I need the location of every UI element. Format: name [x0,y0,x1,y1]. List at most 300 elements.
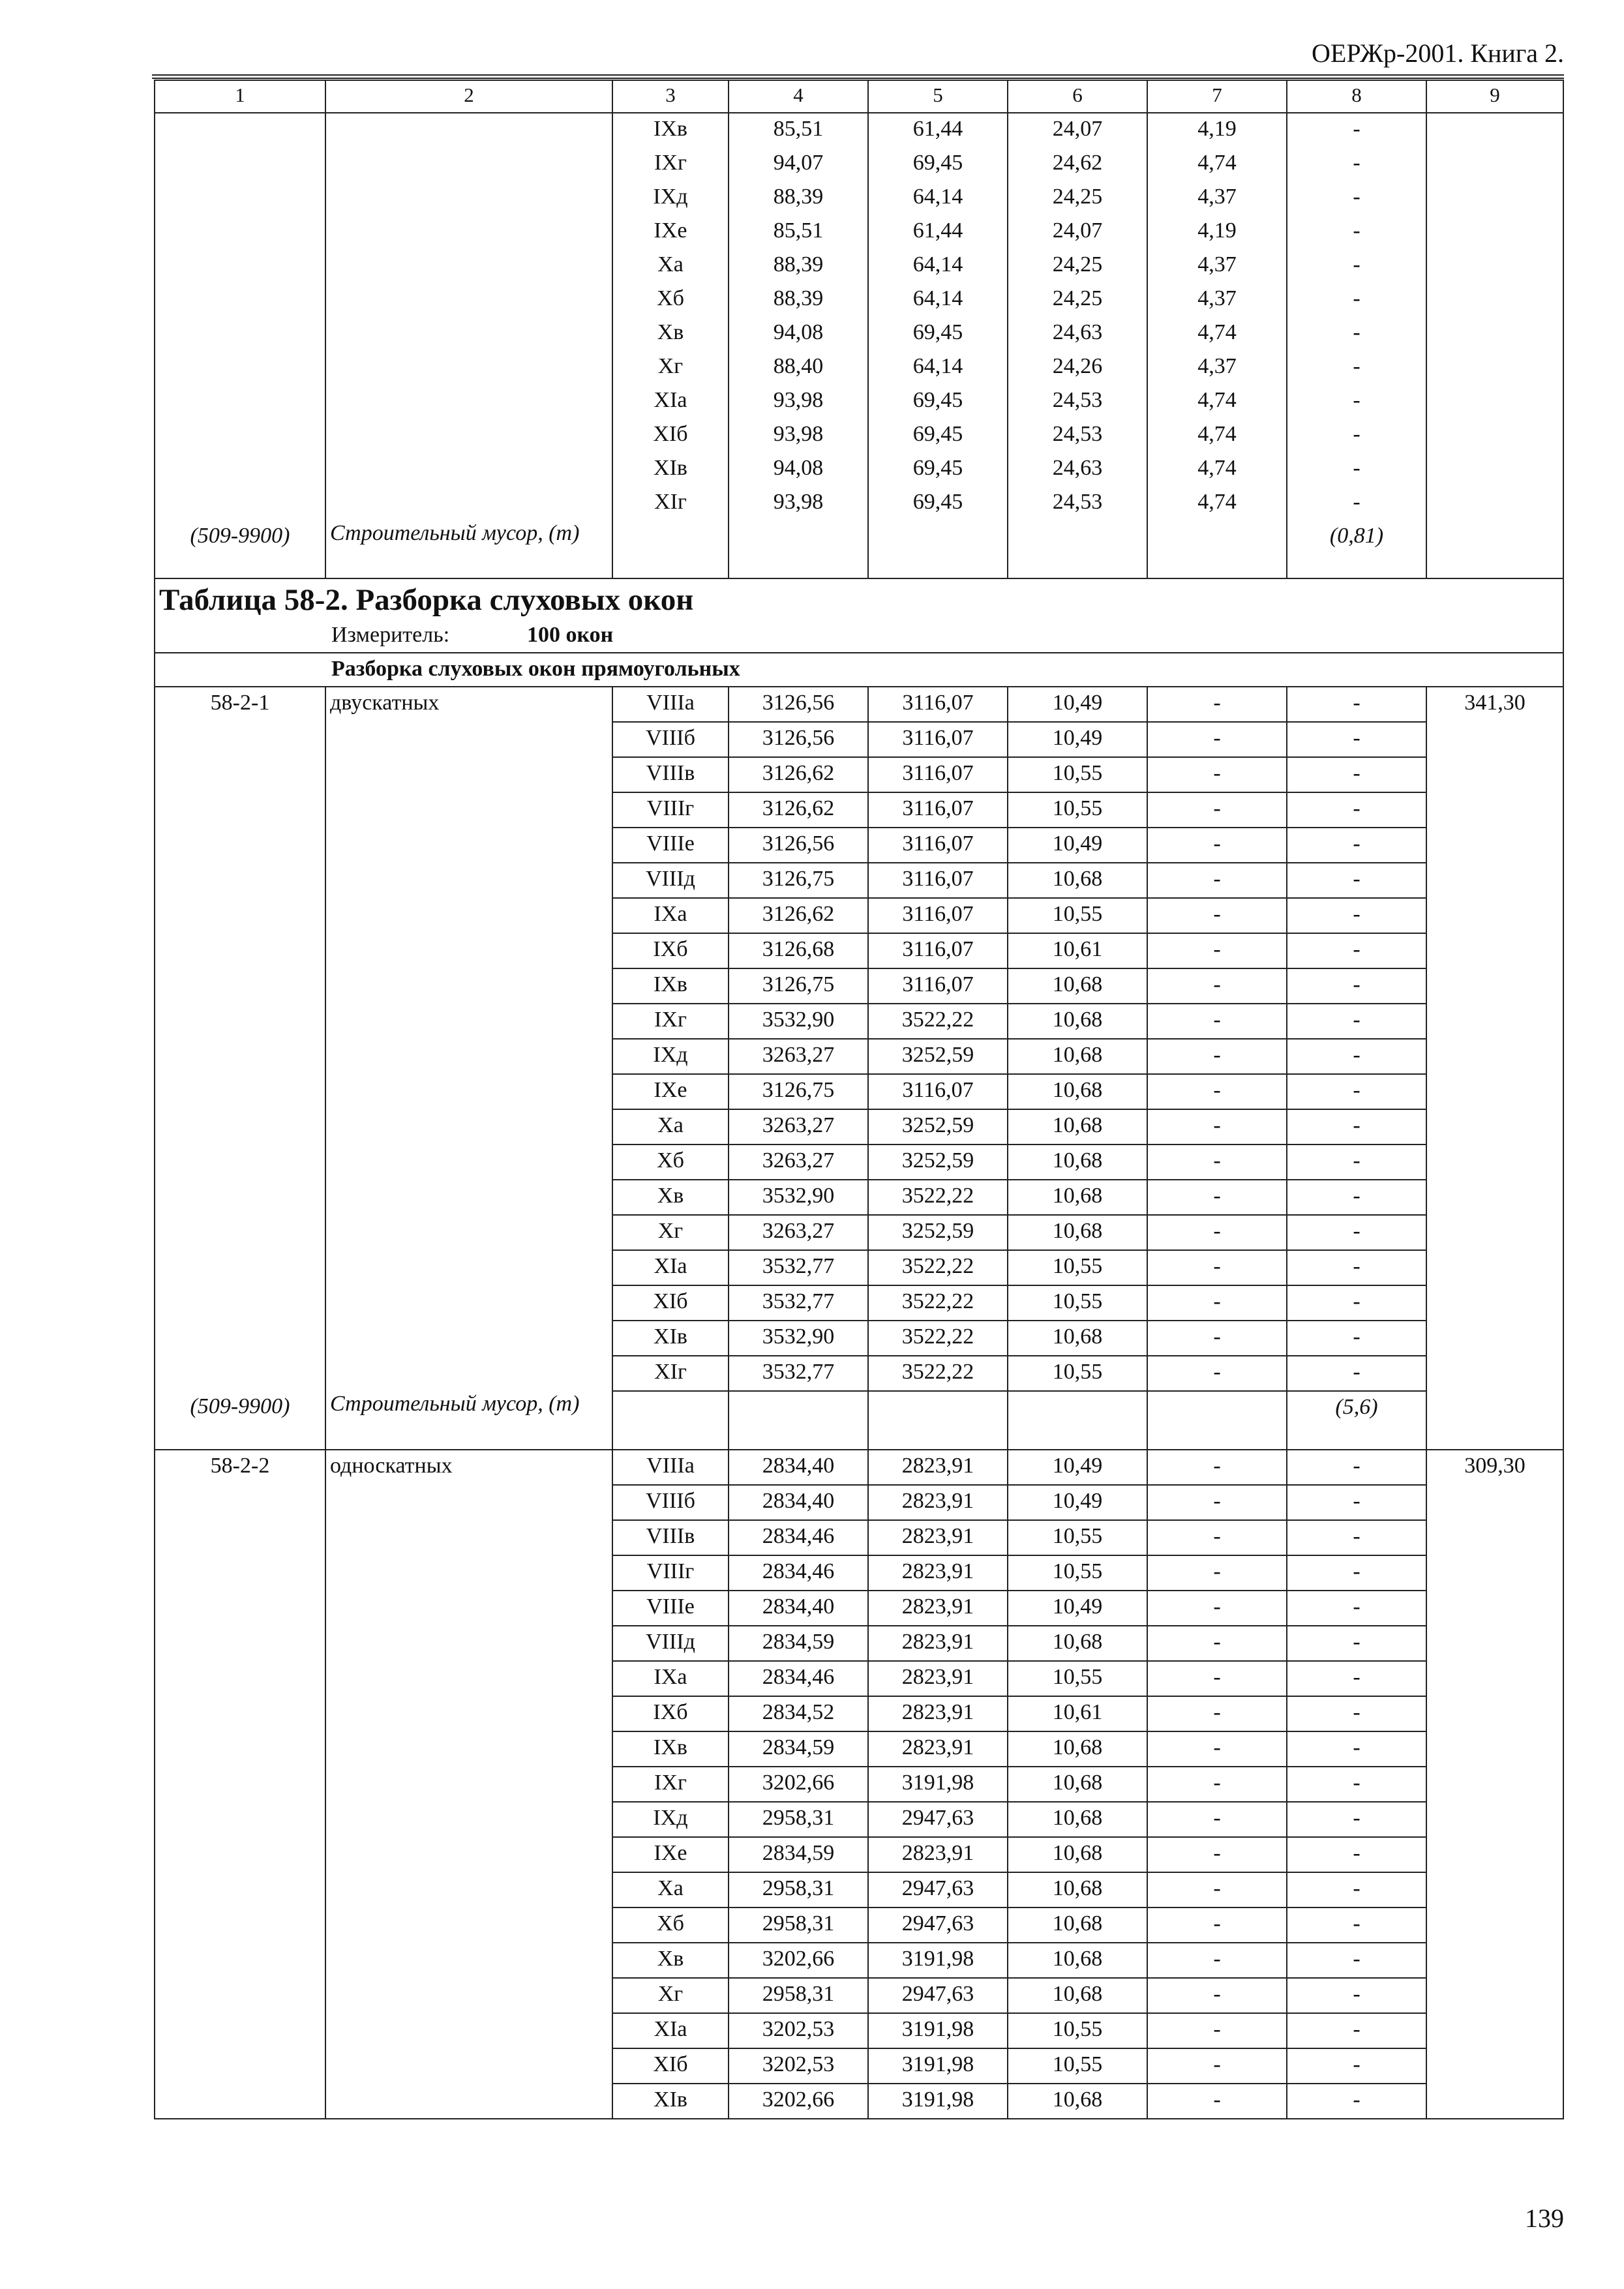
value-cell: XIб [612,2048,729,2084]
value-cell: - [1287,283,1426,317]
code-cell [155,147,325,181]
value-cell: 3191,98 [868,2013,1008,2048]
name-cell [325,1180,612,1215]
value-cell: 3116,07 [868,968,1008,1004]
name-cell [325,1074,612,1109]
name-cell [325,2013,612,2048]
total-cell [1426,1285,1563,1321]
table-row [155,792,1563,828]
code-cell [155,1039,325,1074]
value-cell: IXд [612,1039,729,1074]
value-cell: XIв [612,2084,729,2119]
value-cell: 10,68 [1008,863,1147,898]
table-row [155,1661,1563,1696]
value-cell: 3116,07 [868,722,1008,757]
debris-value: (0,81) [1287,520,1426,578]
value-cell: 24,25 [1008,249,1147,283]
value-cell: 88,39 [729,283,868,317]
debris-row [155,520,1563,578]
debris-name: Строительный мусор, (т) [325,520,612,578]
value-cell: - [1147,1872,1287,1908]
value-cell: - [1147,1661,1287,1696]
value-cell: XIб [612,419,729,453]
code-cell [155,1520,325,1555]
value-cell: - [1287,1109,1426,1144]
value-cell: 10,55 [1008,757,1147,792]
value-cell: 2823,91 [868,1731,1008,1767]
table-row [155,898,1563,933]
value-cell: 4,37 [1147,249,1287,283]
code-cell [155,1004,325,1039]
value-cell: 3263,27 [729,1144,868,1180]
value-cell: XIб [612,1285,729,1321]
code-cell [155,419,325,453]
value-cell: 10,68 [1008,968,1147,1004]
subheading-row [155,653,1563,687]
table-row [155,968,1563,1004]
value-cell: 24,63 [1008,317,1147,351]
code-cell [155,722,325,757]
column-number: 4 [729,80,868,113]
value-cell: 3126,62 [729,898,868,933]
name-cell [325,1731,612,1767]
value-cell: 2823,91 [868,1591,1008,1626]
code-cell [155,351,325,385]
value-cell: 10,61 [1008,933,1147,968]
value-cell: - [1287,1837,1426,1872]
value-cell: Xв [612,1180,729,1215]
table-row [155,863,1563,898]
value-cell: 10,68 [1008,1802,1147,1837]
value-cell: 3532,77 [729,1250,868,1285]
value-cell: 4,37 [1147,181,1287,215]
name-cell [325,933,612,968]
table-row [155,757,1563,792]
table-title: Таблица 58-2. Разборка слуховых окон [155,578,1563,621]
total-cell [1426,2048,1563,2084]
table-row [155,1004,1563,1039]
table-row [155,1591,1563,1626]
total-cell [1426,147,1563,181]
value-cell: 3191,98 [868,1943,1008,1978]
table-row [155,486,1563,520]
name-cell [325,828,612,863]
total-cell [1426,1109,1563,1144]
value-cell: 64,14 [868,283,1008,317]
value-cell: - [1147,1285,1287,1321]
value-cell: 3191,98 [868,1767,1008,1802]
table-row [155,2048,1563,2084]
value-cell: 24,53 [1008,385,1147,419]
code-cell [155,1144,325,1180]
table-row [155,1215,1563,1250]
value-cell: 3116,07 [868,757,1008,792]
value-cell: 10,68 [1008,2084,1147,2119]
table-row [155,1943,1563,1978]
value-cell: - [1147,1039,1287,1074]
value-cell: 10,55 [1008,898,1147,933]
table-row [155,1250,1563,1285]
document-header: ОЕРЖр-2001. Книга 2. [1312,38,1564,68]
total-cell [1426,2084,1563,2119]
debris-value: (5,6) [1287,1391,1426,1450]
value-cell [868,1391,1008,1450]
value-cell: 2947,63 [868,1978,1008,2013]
value-cell: - [1147,1004,1287,1039]
total-cell [1426,1555,1563,1591]
value-cell: 24,07 [1008,113,1147,147]
column-number: 1 [155,80,325,113]
unit-row [155,621,1563,653]
value-cell: 2823,91 [868,1626,1008,1661]
value-cell: 2823,91 [868,1555,1008,1591]
value-cell: IXв [612,113,729,147]
value-cell: - [1287,1802,1426,1837]
value-cell: VIIIб [612,722,729,757]
code-cell [155,1250,325,1285]
table-row [155,1837,1563,1872]
value-cell: Xг [612,1215,729,1250]
value-cell: 3126,75 [729,863,868,898]
value-cell: 61,44 [868,215,1008,249]
value-cell: 3191,98 [868,2084,1008,2119]
column-number: 9 [1426,80,1563,113]
value-cell: 3252,59 [868,1144,1008,1180]
total-cell [1426,1485,1563,1520]
value-cell: IXа [612,1661,729,1696]
value-cell: 2834,59 [729,1837,868,1872]
table-body [155,80,1563,2119]
value-cell: - [1147,757,1287,792]
value-cell: - [1147,863,1287,898]
debris-row [155,1391,1563,1450]
value-cell: 2947,63 [868,1872,1008,1908]
value-cell: 10,68 [1008,1731,1147,1767]
value-cell: Xг [612,1978,729,2013]
value-cell: - [1287,453,1426,486]
value-cell: 24,25 [1008,283,1147,317]
value-cell: IXе [612,1837,729,1872]
value-cell: - [1147,722,1287,757]
total-cell [1426,486,1563,520]
total-cell [1426,283,1563,317]
name-cell [325,249,612,283]
name-cell [325,215,612,249]
value-cell: 10,55 [1008,1356,1147,1391]
value-cell: 61,44 [868,113,1008,147]
table-row [155,1039,1563,1074]
value-cell: 10,68 [1008,1908,1147,1943]
value-cell: 24,07 [1008,215,1147,249]
name-cell [325,968,612,1004]
code-cell [155,1908,325,1943]
total-cell [1426,1978,1563,2013]
value-cell: 24,25 [1008,181,1147,215]
value-cell: 3116,07 [868,933,1008,968]
value-cell: 88,40 [729,351,868,385]
value-cell: - [1147,1837,1287,1872]
value-cell: 3126,56 [729,722,868,757]
total-cell [1426,1250,1563,1285]
value-cell: - [1147,1802,1287,1837]
table-row [155,722,1563,757]
code-cell [155,1109,325,1144]
value-cell: 3116,07 [868,863,1008,898]
value-cell: IXа [612,898,729,933]
value-cell: Xв [612,317,729,351]
name-cell [325,1872,612,1908]
column-number: 2 [325,80,612,113]
total-cell [1426,520,1563,578]
value-cell: 94,08 [729,317,868,351]
name-cell [325,792,612,828]
value-cell: Xа [612,1109,729,1144]
value-cell: XIа [612,385,729,419]
value-cell: 2834,40 [729,1450,868,1485]
value-cell: Xб [612,1144,729,1180]
total-cell [1426,419,1563,453]
value-cell: - [1287,1767,1426,1802]
name-cell [325,1215,612,1250]
code-cell [155,1837,325,1872]
value-cell: VIIIв [612,1520,729,1555]
value-cell: - [1287,486,1426,520]
subheading: Разборка слуховых окон прямоугольных [331,657,740,681]
table-row [155,1978,1563,2013]
value-cell: 4,74 [1147,419,1287,453]
value-cell: 3126,75 [729,968,868,1004]
value-cell: - [1287,181,1426,215]
code-cell [155,1731,325,1767]
value-cell: 69,45 [868,317,1008,351]
code-cell [155,1485,325,1520]
table-row [155,113,1563,147]
value-cell: Xа [612,249,729,283]
value-cell: - [1287,2013,1426,2048]
value-cell: 4,37 [1147,283,1287,317]
table-row [155,1074,1563,1109]
name-cell [325,1591,612,1626]
value-cell: IXб [612,1696,729,1731]
name-cell [325,757,612,792]
value-cell: 3252,59 [868,1109,1008,1144]
value-cell: - [1287,1356,1426,1391]
value-cell: 10,55 [1008,1250,1147,1285]
total-cell [1426,1215,1563,1250]
name-cell [325,1321,612,1356]
value-cell: - [1147,1943,1287,1978]
code-cell [155,1074,325,1109]
debris-code: (509-9900) [155,1391,325,1450]
value-cell: 10,55 [1008,1520,1147,1555]
code-cell [155,1356,325,1391]
total-cell [1426,898,1563,933]
value-cell: - [1147,1626,1287,1661]
table-row [155,1731,1563,1767]
debris-name: Строительный мусор, (т) [325,1391,612,1450]
name-cell [325,385,612,419]
value-cell: - [1147,2013,1287,2048]
column-number: 6 [1008,80,1147,113]
total-cell [1426,1696,1563,1731]
value-cell: 3532,90 [729,1321,868,1356]
total-cell [1426,1004,1563,1039]
value-cell [1008,1391,1147,1450]
value-cell: - [1147,1250,1287,1285]
value-cell: - [1287,1943,1426,1978]
item-total: 341,30 [1426,687,1563,722]
value-cell: - [1147,2048,1287,2084]
value-cell: 3202,66 [729,1767,868,1802]
value-cell: 3532,77 [729,1285,868,1321]
value-cell: IXд [612,1802,729,1837]
table-row [155,1356,1563,1391]
value-cell: 3116,07 [868,687,1008,722]
table-row [155,1285,1563,1321]
value-cell: Xа [612,1872,729,1908]
value-cell: 2823,91 [868,1520,1008,1555]
value-cell: - [1147,1109,1287,1144]
code-cell [155,1978,325,2013]
table-row [155,1520,1563,1555]
table-row [155,1908,1563,1943]
code-cell [155,486,325,520]
table-row [155,1555,1563,1591]
value-cell: 24,63 [1008,453,1147,486]
name-cell [325,1802,612,1837]
code-cell [155,113,325,147]
name-cell [325,1004,612,1039]
value-cell: - [1287,1626,1426,1661]
value-cell: XIа [612,1250,729,1285]
value-cell: XIг [612,486,729,520]
value-cell: VIIIе [612,1591,729,1626]
total-cell [1426,113,1563,147]
value-cell: 2947,63 [868,1802,1008,1837]
value-cell: - [1287,215,1426,249]
code-cell [155,757,325,792]
value-cell: 93,98 [729,419,868,453]
table-row [155,249,1563,283]
value-cell: 3126,62 [729,792,868,828]
value-cell: 3522,22 [868,1250,1008,1285]
name-cell [325,1908,612,1943]
value-cell: 3126,56 [729,687,868,722]
column-number: 5 [868,80,1008,113]
value-cell: 2834,59 [729,1731,868,1767]
value-cell: - [1147,1074,1287,1109]
value-cell: VIIIг [612,1555,729,1591]
name-cell [325,1485,612,1520]
header-rule [152,74,1564,76]
value-cell: - [1287,1978,1426,2013]
name-cell [325,1144,612,1180]
value-cell: 69,45 [868,486,1008,520]
value-cell: - [1147,1321,1287,1356]
value-cell: - [1287,828,1426,863]
value-cell: VIIIд [612,1626,729,1661]
value-cell: 64,14 [868,181,1008,215]
value-cell: 10,49 [1008,1591,1147,1626]
value-cell: 88,39 [729,181,868,215]
table-row [155,1802,1563,1837]
value-cell: 64,14 [868,351,1008,385]
value-cell: 85,51 [729,113,868,147]
value-cell: - [1287,1908,1426,1943]
total-cell [1426,1520,1563,1555]
code-cell [155,828,325,863]
value-cell: 10,68 [1008,1872,1147,1908]
name-cell [325,147,612,181]
item-code: 58-2-2 [155,1450,325,1485]
total-cell [1426,1591,1563,1626]
code-cell [155,898,325,933]
value-cell: 10,68 [1008,1004,1147,1039]
table-row [155,419,1563,453]
total-cell [1426,1321,1563,1356]
value-cell: 10,55 [1008,2048,1147,2084]
value-cell: 3522,22 [868,1004,1008,1039]
value-cell: - [1147,1520,1287,1555]
value-cell: - [1147,1144,1287,1180]
name-cell [325,317,612,351]
value-cell: 3126,75 [729,1074,868,1109]
value-cell: - [1147,968,1287,1004]
table-row [155,828,1563,863]
value-cell: 3116,07 [868,1074,1008,1109]
total-cell [1426,1144,1563,1180]
value-cell: 4,74 [1147,486,1287,520]
rates-table [154,80,1564,2119]
value-cell: Xг [612,351,729,385]
code-cell [155,1555,325,1591]
value-cell: - [1147,1485,1287,1520]
total-cell [1426,933,1563,968]
header-rule [152,78,1564,79]
value-cell: - [1287,2084,1426,2119]
code-cell [155,863,325,898]
column-numbers-row [155,80,1563,113]
code-cell [155,1591,325,1626]
code-cell [155,385,325,419]
table-row [155,215,1563,249]
value-cell: 3252,59 [868,1039,1008,1074]
value-cell: - [1147,1978,1287,2013]
name-cell [325,1978,612,2013]
value-cell: - [1287,863,1426,898]
value-cell: - [1287,317,1426,351]
table-row [155,1872,1563,1908]
value-cell: 2823,91 [868,1450,1008,1485]
value-cell: 3202,66 [729,2084,868,2119]
value-cell: - [1287,1250,1426,1285]
name-cell [325,1285,612,1321]
value-cell: 69,45 [868,453,1008,486]
value-cell: - [1147,792,1287,828]
table-row [155,317,1563,351]
value-cell: VIIIе [612,828,729,863]
value-cell: 10,68 [1008,1626,1147,1661]
total-cell [1426,1767,1563,1802]
total-cell [1426,1943,1563,1978]
value-cell: - [1287,722,1426,757]
value-cell: XIв [612,1321,729,1356]
table-row [155,1450,1563,1485]
value-cell: - [1287,1144,1426,1180]
value-cell: 2823,91 [868,1837,1008,1872]
value-cell: 24,26 [1008,351,1147,385]
table-row [155,1767,1563,1802]
